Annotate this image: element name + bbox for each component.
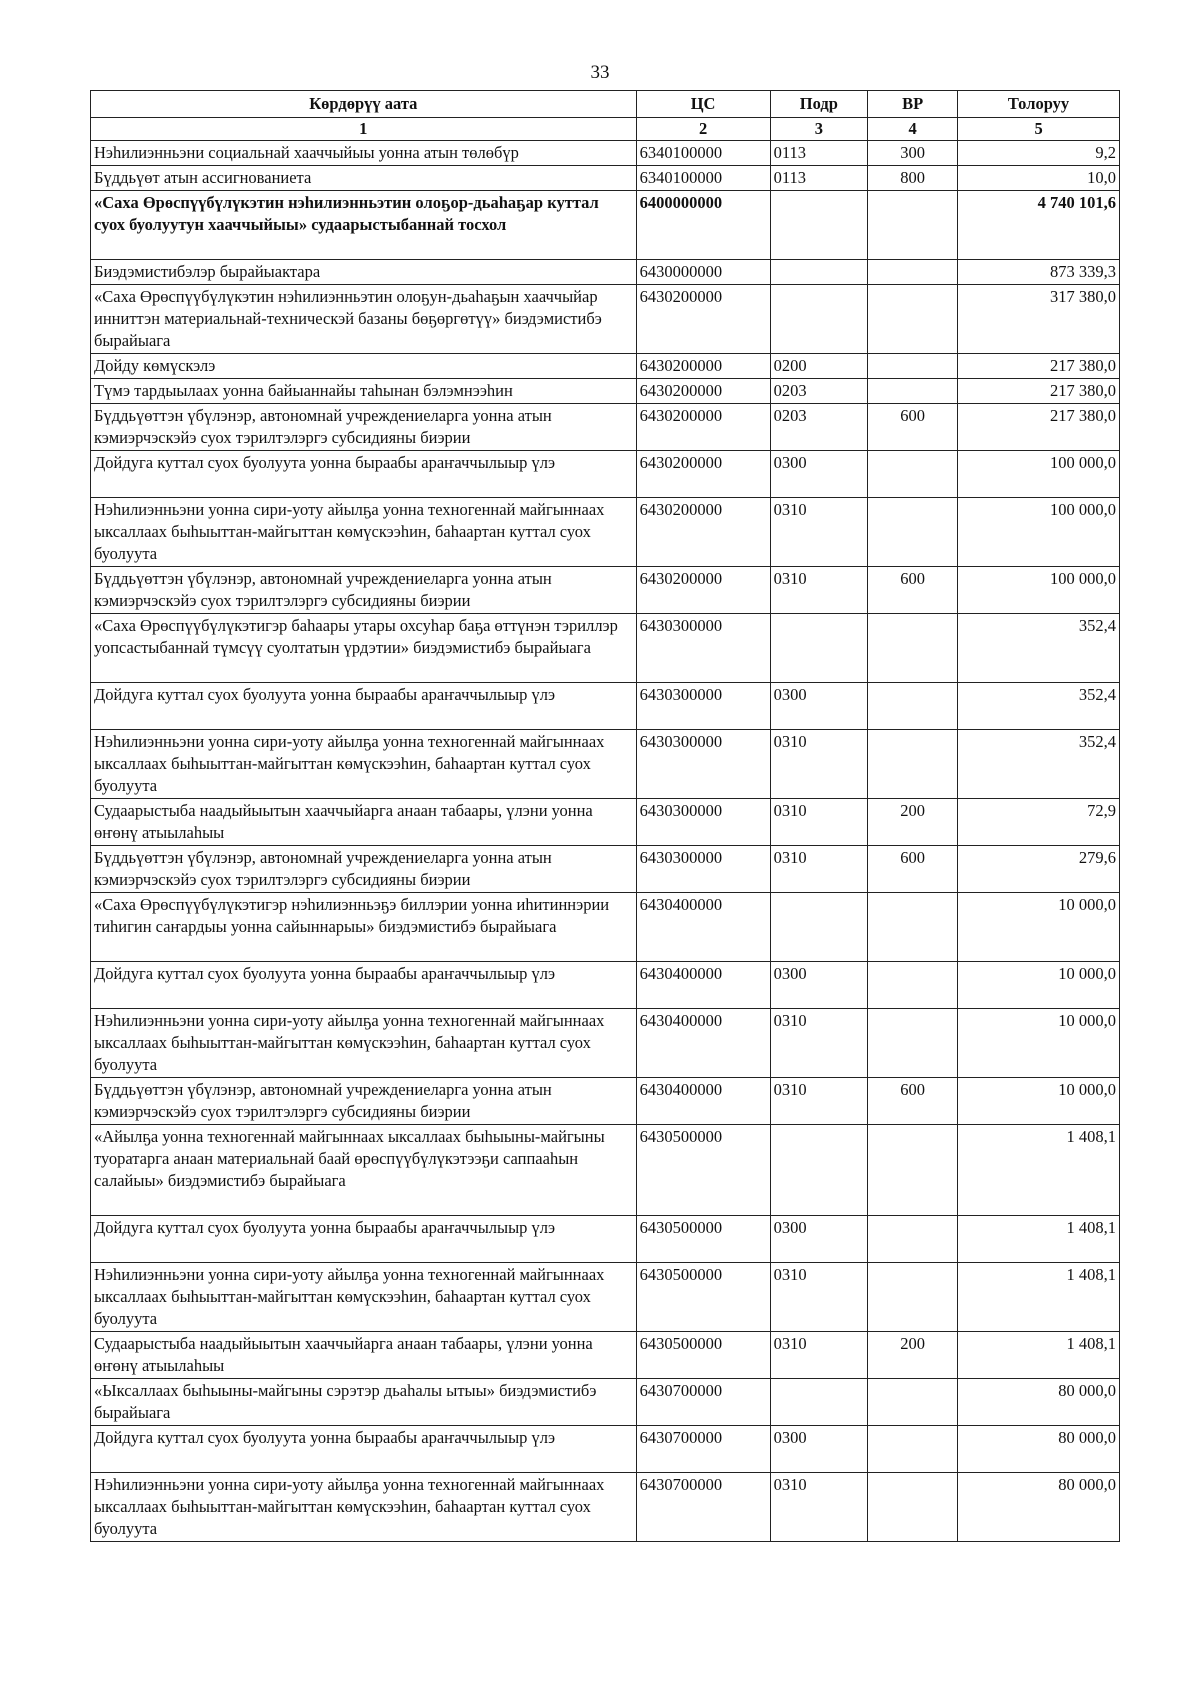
podr-code-cell	[770, 285, 868, 354]
indicator-name-cell: Нэһилиэнньэни уонна сири-уоту айылҕа уонна техногеннай майгыннаах ыксаллаах быһыыттан-майгыттан көмүскээһин, баһаартан куттал суох буолуута	[91, 1263, 637, 1332]
table-row	[91, 1078, 1120, 1125]
podr-code-cell: 0113	[770, 166, 868, 191]
vr-code-cell	[868, 260, 958, 285]
podr-code-cell	[770, 893, 868, 962]
indicator-name-cell: Бүддьүөттэн үбүлэнэр, автономнай учреждениеларга уонна атын кэмиэрчэскэйэ суох тэрилтэлэргэ субсидияны биэрии	[91, 567, 637, 614]
amount-cell: 352,4	[958, 683, 1120, 730]
table-row	[91, 1426, 1120, 1473]
amount-cell: 10 000,0	[958, 1009, 1120, 1078]
vr-code-cell	[868, 1263, 958, 1332]
amount-cell: 100 000,0	[958, 567, 1120, 614]
amount-cell: 1 408,1	[958, 1125, 1120, 1216]
amount-cell: 80 000,0	[958, 1426, 1120, 1473]
table-row	[91, 683, 1120, 730]
cs-code-cell: 6430300000	[636, 683, 770, 730]
indicator-name-cell: «Ыксаллаах быһыыны-майгыны сэрэтэр дьаһалы ытыы» биэдэмистибэ бырайыага	[91, 1379, 637, 1426]
vr-code-cell	[868, 451, 958, 498]
amount-cell: 217 380,0	[958, 379, 1120, 404]
vr-code-cell: 600	[868, 1078, 958, 1125]
cs-code-cell: 6430300000	[636, 730, 770, 799]
table-row	[91, 260, 1120, 285]
vr-code-cell	[868, 962, 958, 1009]
table-body	[91, 141, 1120, 1542]
vr-code-cell: 200	[868, 1332, 958, 1379]
podr-code-cell: 0300	[770, 1216, 868, 1263]
header-indicator-name: Көрдөрүү аата	[91, 91, 637, 118]
table-row	[91, 404, 1120, 451]
indicator-name-cell: Дойдуга куттал суох буолуута уонна быраабы араҥаччылыыр үлэ	[91, 962, 637, 1009]
table-row	[91, 1379, 1120, 1426]
table-row	[91, 191, 1120, 260]
indicator-name-cell: Бүддьүөттэн үбүлэнэр, автономнай учреждениеларга уонна атын кэмиэрчэскэйэ суох тэрилтэлэргэ субсидияны биэрии	[91, 404, 637, 451]
vr-code-cell: 300	[868, 141, 958, 166]
amount-cell: 873 339,3	[958, 260, 1120, 285]
amount-cell: 1 408,1	[958, 1263, 1120, 1332]
amount-cell: 10,0	[958, 166, 1120, 191]
podr-code-cell: 0310	[770, 567, 868, 614]
table-row	[91, 1332, 1120, 1379]
podr-code-cell: 0310	[770, 1332, 868, 1379]
podr-code-cell: 0310	[770, 846, 868, 893]
header-amount: Толоруу	[958, 91, 1120, 118]
cs-code-cell: 6430500000	[636, 1125, 770, 1216]
cs-code-cell: 6430200000	[636, 404, 770, 451]
vr-code-cell	[868, 191, 958, 260]
header-vr: ВР	[868, 91, 958, 118]
cs-code-cell: 6430200000	[636, 451, 770, 498]
podr-code-cell: 0300	[770, 683, 868, 730]
table-row	[91, 1216, 1120, 1263]
header-row	[91, 91, 1120, 118]
podr-code-cell: 0310	[770, 1263, 868, 1332]
indicator-name-cell: Бүддьүөттэн үбүлэнэр, автономнай учреждениеларга уонна атын кэмиэрчэскэйэ суох тэрилтэлэргэ субсидияны биэрии	[91, 1078, 637, 1125]
vr-code-cell	[868, 498, 958, 567]
amount-cell: 10 000,0	[958, 962, 1120, 1009]
amount-cell: 352,4	[958, 730, 1120, 799]
amount-cell: 317 380,0	[958, 285, 1120, 354]
podr-code-cell: 0310	[770, 1078, 868, 1125]
podr-code-cell: 0203	[770, 404, 868, 451]
table-row	[91, 614, 1120, 683]
column-number-row	[91, 118, 1120, 141]
indicator-name-cell: «Саха Өрөспүүбүлүкэтин нэһилиэнньэтин олоҕун-дьаһаҕын хааччыйар инниттэн материальнай-техническэй базаны бөҕөргөтүү» биэдэмистибэ бырайыага	[91, 285, 637, 354]
indicator-name-cell: «Саха Өрөспүүбүлүкэтигэр нэһилиэнньэҕэ биллэрии уонна иһитиннэрии тиһигин саҥардыы уонна сайыннарыы» биэдэмистибэ бырайыага	[91, 893, 637, 962]
table-row	[91, 799, 1120, 846]
podr-code-cell: 0310	[770, 1009, 868, 1078]
podr-code-cell: 0310	[770, 1473, 868, 1542]
podr-code-cell: 0300	[770, 1426, 868, 1473]
table-row	[91, 498, 1120, 567]
table-row	[91, 285, 1120, 354]
cs-code-cell: 6430400000	[636, 1078, 770, 1125]
indicator-name-cell: Нэһилиэнньэни уонна сири-уоту айылҕа уонна техногеннай майгыннаах ыксаллаах быһыыттан-майгыттан көмүскээһин, баһаартан куттал суох буолуута	[91, 1473, 637, 1542]
podr-code-cell: 0113	[770, 141, 868, 166]
amount-cell: 100 000,0	[958, 451, 1120, 498]
cs-code-cell: 6430200000	[636, 354, 770, 379]
vr-code-cell	[868, 730, 958, 799]
amount-cell: 72,9	[958, 799, 1120, 846]
vr-code-cell: 600	[868, 404, 958, 451]
indicator-name-cell: Биэдэмистибэлэр бырайыактара	[91, 260, 637, 285]
amount-cell: 352,4	[958, 614, 1120, 683]
indicator-name-cell: «Саха Өрөспүүбүлүкэтин нэһилиэнньэтин олоҕор-дьаһаҕар куттал суох буолуутун хааччыйыы» судаарыстыбаннай тосхол	[91, 191, 637, 260]
indicator-name-cell: «Айылҕа уонна техногеннай майгыннаах ыксаллаах быһыыны-майгыны туоратарга анаан материальнай баай өрөспүүбүлүкэтээҕи саппааһын салайыы» биэдэмистибэ бырайыага	[91, 1125, 637, 1216]
vr-code-cell	[868, 683, 958, 730]
cs-code-cell: 6430300000	[636, 614, 770, 683]
cs-code-cell: 6400000000	[636, 191, 770, 260]
column-number: 4	[868, 118, 958, 141]
vr-code-cell	[868, 1426, 958, 1473]
vr-code-cell	[868, 379, 958, 404]
podr-code-cell: 0300	[770, 451, 868, 498]
vr-code-cell	[868, 893, 958, 962]
cs-code-cell: 6430500000	[636, 1263, 770, 1332]
cs-code-cell: 6430000000	[636, 260, 770, 285]
table-row	[91, 846, 1120, 893]
vr-code-cell	[868, 1216, 958, 1263]
header-podr: Подр	[770, 91, 868, 118]
indicator-name-cell: Нэһилиэнньэни уонна сири-уоту айылҕа уонна техногеннай майгыннаах ыксаллаах быһыыттан-майгыттан көмүскээһин, баһаартан куттал суох буолуута	[91, 730, 637, 799]
vr-code-cell: 600	[868, 567, 958, 614]
indicator-name-cell: Нэһилиэнньэни уонна сири-уоту айылҕа уонна техногеннай майгыннаах ыксаллаах быһыыттан-майгыттан көмүскээһин, баһаартан куттал суох буолуута	[91, 1009, 637, 1078]
podr-code-cell	[770, 1379, 868, 1426]
vr-code-cell	[868, 1125, 958, 1216]
table-row	[91, 893, 1120, 962]
vr-code-cell	[868, 1379, 958, 1426]
indicator-name-cell: Дойдуга куттал суох буолуута уонна быраабы араҥаччылыыр үлэ	[91, 683, 637, 730]
vr-code-cell	[868, 354, 958, 379]
indicator-name-cell: Бүддьүөттэн үбүлэнэр, автономнай учреждениеларга уонна атын кэмиэрчэскэйэ суох тэрилтэлэргэ субсидияны биэрии	[91, 846, 637, 893]
amount-cell: 10 000,0	[958, 1078, 1120, 1125]
podr-code-cell: 0300	[770, 962, 868, 1009]
indicator-name-cell: Дойдуга куттал суох буолуута уонна быраабы араҥаччылыыр үлэ	[91, 1216, 637, 1263]
podr-code-cell	[770, 260, 868, 285]
table-row	[91, 1125, 1120, 1216]
amount-cell: 100 000,0	[958, 498, 1120, 567]
amount-cell: 1 408,1	[958, 1332, 1120, 1379]
vr-code-cell: 600	[868, 846, 958, 893]
amount-cell: 80 000,0	[958, 1379, 1120, 1426]
podr-code-cell	[770, 1125, 868, 1216]
table-row	[91, 354, 1120, 379]
cs-code-cell: 6430700000	[636, 1473, 770, 1542]
table-row	[91, 379, 1120, 404]
column-number: 1	[91, 118, 637, 141]
indicator-name-cell: Нэһилиэнньэни уонна сири-уоту айылҕа уонна техногеннай майгыннаах ыксаллаах быһыыттан-майгыттан көмүскээһин, баһаартан куттал суох буолуута	[91, 498, 637, 567]
amount-cell: 217 380,0	[958, 354, 1120, 379]
cs-code-cell: 6430700000	[636, 1379, 770, 1426]
amount-cell: 279,6	[958, 846, 1120, 893]
cs-code-cell: 6430200000	[636, 567, 770, 614]
podr-code-cell	[770, 614, 868, 683]
cs-code-cell: 6430700000	[636, 1426, 770, 1473]
column-number: 3	[770, 118, 868, 141]
table-row	[91, 567, 1120, 614]
podr-code-cell	[770, 191, 868, 260]
amount-cell: 9,2	[958, 141, 1120, 166]
podr-code-cell: 0310	[770, 730, 868, 799]
cs-code-cell: 6430200000	[636, 379, 770, 404]
indicator-name-cell: Дойдуга куттал суох буолуута уонна быраабы араҥаччылыыр үлэ	[91, 1426, 637, 1473]
indicator-name-cell: Нэһилиэнньэни социальнай хааччыйыы уонна атын төлөбүр	[91, 141, 637, 166]
podr-code-cell: 0203	[770, 379, 868, 404]
amount-cell: 80 000,0	[958, 1473, 1120, 1542]
vr-code-cell	[868, 1473, 958, 1542]
podr-code-cell: 0310	[770, 799, 868, 846]
vr-code-cell	[868, 1009, 958, 1078]
vr-code-cell: 200	[868, 799, 958, 846]
cs-code-cell: 6430500000	[636, 1332, 770, 1379]
cs-code-cell: 6430200000	[636, 285, 770, 354]
cs-code-cell: 6430300000	[636, 846, 770, 893]
table-row	[91, 451, 1120, 498]
amount-cell: 10 000,0	[958, 893, 1120, 962]
cs-code-cell: 6340100000	[636, 166, 770, 191]
indicator-name-cell: Түмэ тардыылаах уонна байыаннайы таһынан бэлэмнээһин	[91, 379, 637, 404]
indicator-name-cell: Бүддьүөт атын ассигнованиета	[91, 166, 637, 191]
table-row	[91, 166, 1120, 191]
cs-code-cell: 6430400000	[636, 1009, 770, 1078]
cs-code-cell: 6430400000	[636, 962, 770, 1009]
podr-code-cell: 0310	[770, 498, 868, 567]
cs-code-cell: 6340100000	[636, 141, 770, 166]
header-cs: ЦС	[636, 91, 770, 118]
table-row	[91, 962, 1120, 1009]
cs-code-cell: 6430200000	[636, 498, 770, 567]
vr-code-cell	[868, 285, 958, 354]
vr-code-cell: 800	[868, 166, 958, 191]
amount-cell: 4 740 101,6	[958, 191, 1120, 260]
cs-code-cell: 6430300000	[636, 799, 770, 846]
table-row	[91, 141, 1120, 166]
indicator-name-cell: Судаарыстыба наадыйыытын хааччыйарга анаан табаары, үлэни уонна өҥөнү атыылаһыы	[91, 799, 637, 846]
indicator-name-cell: Дойдуга куттал суох буолуута уонна быраабы араҥаччылыыр үлэ	[91, 451, 637, 498]
table-row	[91, 730, 1120, 799]
cs-code-cell: 6430500000	[636, 1216, 770, 1263]
table-row	[91, 1263, 1120, 1332]
column-number: 5	[958, 118, 1120, 141]
vr-code-cell	[868, 614, 958, 683]
column-number: 2	[636, 118, 770, 141]
indicator-name-cell: Дойду көмүскэлэ	[91, 354, 637, 379]
podr-code-cell: 0200	[770, 354, 868, 379]
page-number: 33	[590, 62, 610, 83]
cs-code-cell: 6430400000	[636, 893, 770, 962]
table-row	[91, 1473, 1120, 1542]
indicator-name-cell: Судаарыстыба наадыйыытын хааччыйарга анаан табаары, үлэни уонна өҥөнү атыылаһыы	[91, 1332, 637, 1379]
budget-table	[90, 90, 1120, 1542]
amount-cell: 217 380,0	[958, 404, 1120, 451]
indicator-name-cell: «Саха Өрөспүүбүлүкэтигэр баһаары утары охсуһар баҕа өттүнэн тэриллэр уопсастыбаннай түмсүү суолтатын үрдэтии» биэдэмистибэ бырайыага	[91, 614, 637, 683]
amount-cell: 1 408,1	[958, 1216, 1120, 1263]
table-row	[91, 1009, 1120, 1078]
